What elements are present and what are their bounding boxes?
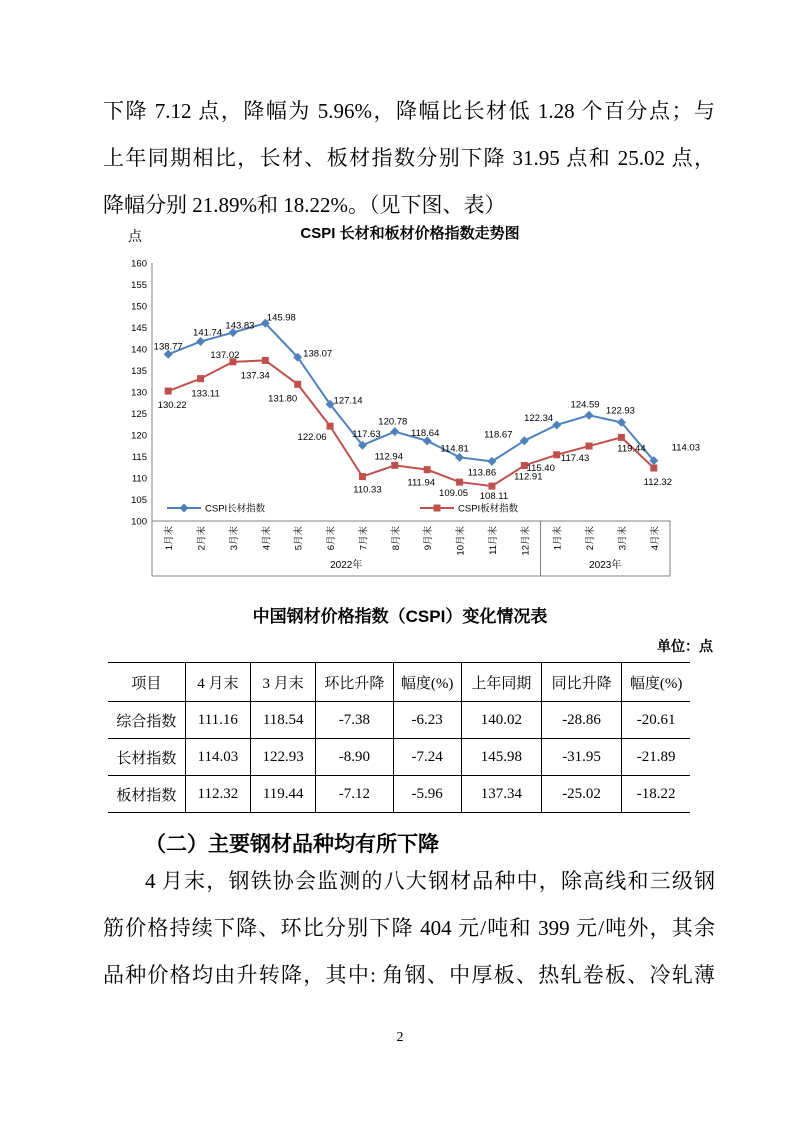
data-marker-CSPI板材指数	[586, 443, 593, 450]
table-cell: -7.24	[393, 739, 461, 776]
legend-label-CSPI长材指数: CSPI长材指数	[205, 503, 266, 515]
table-cell: 板材指数	[108, 776, 185, 813]
data-label-CSPI板材指数: 130.22	[157, 400, 187, 412]
table-cell: -8.90	[316, 739, 393, 776]
paragraph-line: 筋价格持续下降、环比分别下降 404 元/吨和 399 元/吨外，其余	[103, 916, 715, 940]
y-tick-label: 115	[131, 452, 147, 463]
data-marker-CSPI板材指数	[262, 357, 269, 364]
data-marker-CSPI板材指数	[650, 465, 657, 472]
chart-block	[110, 218, 710, 590]
data-label-CSPI长材指数: 127.14	[333, 395, 363, 407]
table-header-cell: 幅度(%)	[393, 663, 461, 702]
x-tick-label: 10月末	[455, 526, 467, 556]
data-marker-CSPI板材指数	[553, 451, 560, 458]
year-group-label: 2022年	[330, 560, 363, 571]
x-tick-label: 1月末	[552, 526, 564, 551]
paragraph-line: 降幅分别 21.89%和 18.22%。（见下图、表）	[103, 193, 506, 217]
table-header-cell: 4 月末	[185, 663, 250, 702]
data-marker-CSPI板材指数	[456, 479, 463, 486]
y-axis-unit-label: 点	[128, 228, 142, 244]
table-cell: -7.12	[316, 776, 393, 813]
data-label-CSPI长材指数: 145.98	[266, 312, 296, 324]
y-tick-label: 100	[131, 516, 147, 528]
data-label-CSPI板材指数: 109.05	[439, 488, 469, 500]
legend-marker-CSPI长材指数	[180, 504, 189, 513]
x-tick-label: 2月末	[585, 526, 597, 551]
data-label-CSPI板材指数: 110.33	[353, 484, 382, 496]
table-cell: -5.96	[393, 776, 461, 813]
data-label-CSPI长材指数: 120.78	[378, 416, 408, 428]
y-tick-label: 155	[131, 280, 147, 291]
data-marker-CSPI长材指数	[390, 427, 399, 436]
table-cell: 111.16	[185, 702, 250, 739]
data-label-CSPI板材指数: 115.40	[526, 462, 555, 474]
data-label-CSPI长材指数: 114.81	[440, 443, 469, 455]
x-tick-label: 7月末	[358, 526, 370, 551]
y-tick-label: 135	[131, 366, 147, 377]
x-tick-label: 4月末	[649, 526, 661, 551]
data-label-CSPI板材指数: 111.94	[407, 477, 436, 489]
table-cell: 112.32	[185, 776, 250, 813]
data-label-CSPI板材指数: 131.80	[268, 393, 298, 405]
y-tick-label: 145	[131, 323, 147, 334]
data-label-CSPI板材指数: 112.94	[374, 451, 403, 463]
y-tick-label: 130	[131, 387, 147, 399]
table-cell: -6.23	[393, 702, 461, 739]
table-cell: 140.02	[461, 702, 541, 739]
table-cell: 综合指数	[108, 702, 185, 739]
data-label-CSPI长材指数: 113.86	[467, 467, 497, 479]
table-cell: 137.34	[461, 776, 541, 813]
y-tick-label: 110	[131, 473, 147, 485]
table-cell: -28.86	[541, 702, 621, 739]
chart-title: CSPI 长材和板材价格指数走势图	[300, 225, 520, 242]
data-label-CSPI板材指数: 117.43	[560, 453, 590, 465]
data-label-CSPI板材指数: 112.32	[643, 477, 672, 489]
table-header-row	[108, 663, 690, 702]
body-paragraph	[103, 858, 715, 999]
x-tick-label: 3月末	[228, 526, 240, 551]
data-marker-CSPI板材指数	[327, 423, 334, 430]
x-tick-label: 1月末	[164, 526, 176, 551]
table-cell: -31.95	[541, 739, 621, 776]
data-label-CSPI板材指数: 133.11	[191, 388, 220, 400]
data-marker-CSPI板材指数	[359, 473, 366, 480]
data-label-CSPI板材指数: 108.11	[479, 491, 509, 503]
data-label-CSPI板材指数: 119.44	[617, 443, 646, 455]
paragraph-line: 品种价格均由升转降，其中: 角钢、中厚板、热轧卷板、冷轧薄	[103, 963, 715, 987]
table-cell: 长材指数	[108, 739, 185, 776]
y-tick-label: 125	[131, 409, 147, 420]
paragraph-line: 4 月末，钢铁协会监测的八大钢材品种中，除高线和三级钢	[145, 869, 715, 893]
data-marker-CSPI板材指数	[391, 462, 398, 469]
table-header-cell: 上年同期	[461, 663, 541, 702]
table-cell: 122.93	[251, 739, 316, 776]
data-label-CSPI板材指数: 122.06	[297, 432, 327, 444]
table-cell: -20.61	[622, 702, 690, 739]
data-label-CSPI长材指数: 138.77	[153, 341, 183, 353]
data-label-CSPI长材指数: 118.67	[484, 429, 513, 441]
table-title: 中国钢材价格指数（CSPI）变化情况表	[252, 607, 548, 626]
data-label-CSPI板材指数: 137.34	[240, 370, 270, 382]
x-tick-label: 11月末	[487, 526, 499, 555]
legend-marker-CSPI板材指数	[434, 505, 441, 512]
x-tick-label: 3月末	[617, 526, 629, 551]
x-tick-label: 6月末	[326, 526, 338, 551]
data-label-CSPI长材指数: 118.64	[411, 427, 440, 439]
cspi-trend-chart	[110, 246, 710, 586]
series-line-CSPI长材指数	[168, 320, 654, 461]
page-number: 2	[396, 1030, 404, 1045]
data-label-CSPI长材指数: 114.03	[671, 442, 700, 454]
table-row	[108, 702, 690, 739]
data-label-CSPI长材指数: 122.34	[524, 412, 554, 424]
table-cell: 119.44	[251, 776, 316, 813]
data-marker-CSPI板材指数	[488, 483, 495, 490]
table-header-cell: 幅度(%)	[622, 663, 690, 702]
cspi-change-table	[108, 662, 690, 813]
data-label-CSPI长材指数: 117.63	[352, 429, 381, 441]
x-tick-label: 4月末	[261, 526, 273, 551]
y-tick-label: 160	[131, 258, 147, 270]
y-tick-label: 140	[131, 344, 147, 356]
data-label-CSPI长材指数: 124.59	[570, 399, 600, 411]
data-marker-CSPI板材指数	[424, 466, 431, 473]
data-label-CSPI长材指数: 138.07	[303, 348, 333, 360]
y-tick-label: 105	[131, 495, 147, 506]
table-cell: -25.02	[541, 776, 621, 813]
legend-label-CSPI板材指数: CSPI板材指数	[458, 503, 519, 515]
table-cell: 145.98	[461, 739, 541, 776]
data-marker-CSPI长材指数	[552, 420, 561, 429]
y-tick-label: 120	[131, 430, 147, 442]
table-row	[108, 739, 690, 776]
paragraph-line: 上年同期相比，长材、板材指数分别下降 31.95 点和 25.02 点，	[103, 146, 715, 170]
data-label-CSPI板材指数: 137.02	[210, 349, 240, 361]
section-heading: （二）主要钢材品种均有所下降	[145, 832, 439, 856]
data-marker-CSPI板材指数	[165, 388, 172, 395]
table-unit-label: 单位：点	[657, 638, 713, 654]
data-label-CSPI板材指数: 112.91	[514, 471, 543, 483]
paragraph-line: 下降 7.12 点，降幅为 5.96%，降幅比长材低 1.28 个百分点；与	[103, 99, 715, 123]
x-tick-label: 2月末	[196, 526, 208, 551]
data-marker-CSPI长材指数	[585, 411, 594, 420]
x-tick-label: 5月末	[293, 526, 305, 551]
table-row	[108, 776, 690, 813]
data-marker-CSPI板材指数	[618, 434, 625, 441]
table-cell: -21.89	[622, 739, 690, 776]
table-header-cell: 同比升降	[541, 663, 621, 702]
data-label-CSPI长材指数: 143.83	[225, 320, 255, 332]
data-label-CSPI长材指数: 141.74	[193, 327, 223, 339]
table-cell: -18.22	[622, 776, 690, 813]
y-tick-label: 150	[131, 301, 147, 313]
table-cell: -7.38	[316, 702, 393, 739]
table-cell: 118.54	[251, 702, 316, 739]
table-cell: 114.03	[185, 739, 250, 776]
data-marker-CSPI板材指数	[197, 375, 204, 382]
data-label-CSPI长材指数: 122.93	[605, 405, 635, 417]
year-group-label: 2023年	[589, 560, 622, 571]
x-tick-label: 12月末	[520, 526, 532, 556]
table-header-cell: 环比升降	[316, 663, 393, 702]
x-tick-label: 9月末	[423, 526, 435, 551]
table-header-cell: 项目	[108, 663, 185, 702]
table-header-cell: 3 月末	[251, 663, 316, 702]
intro-paragraph	[103, 88, 715, 229]
data-marker-CSPI板材指数	[294, 381, 301, 388]
x-tick-label: 8月末	[390, 526, 402, 551]
